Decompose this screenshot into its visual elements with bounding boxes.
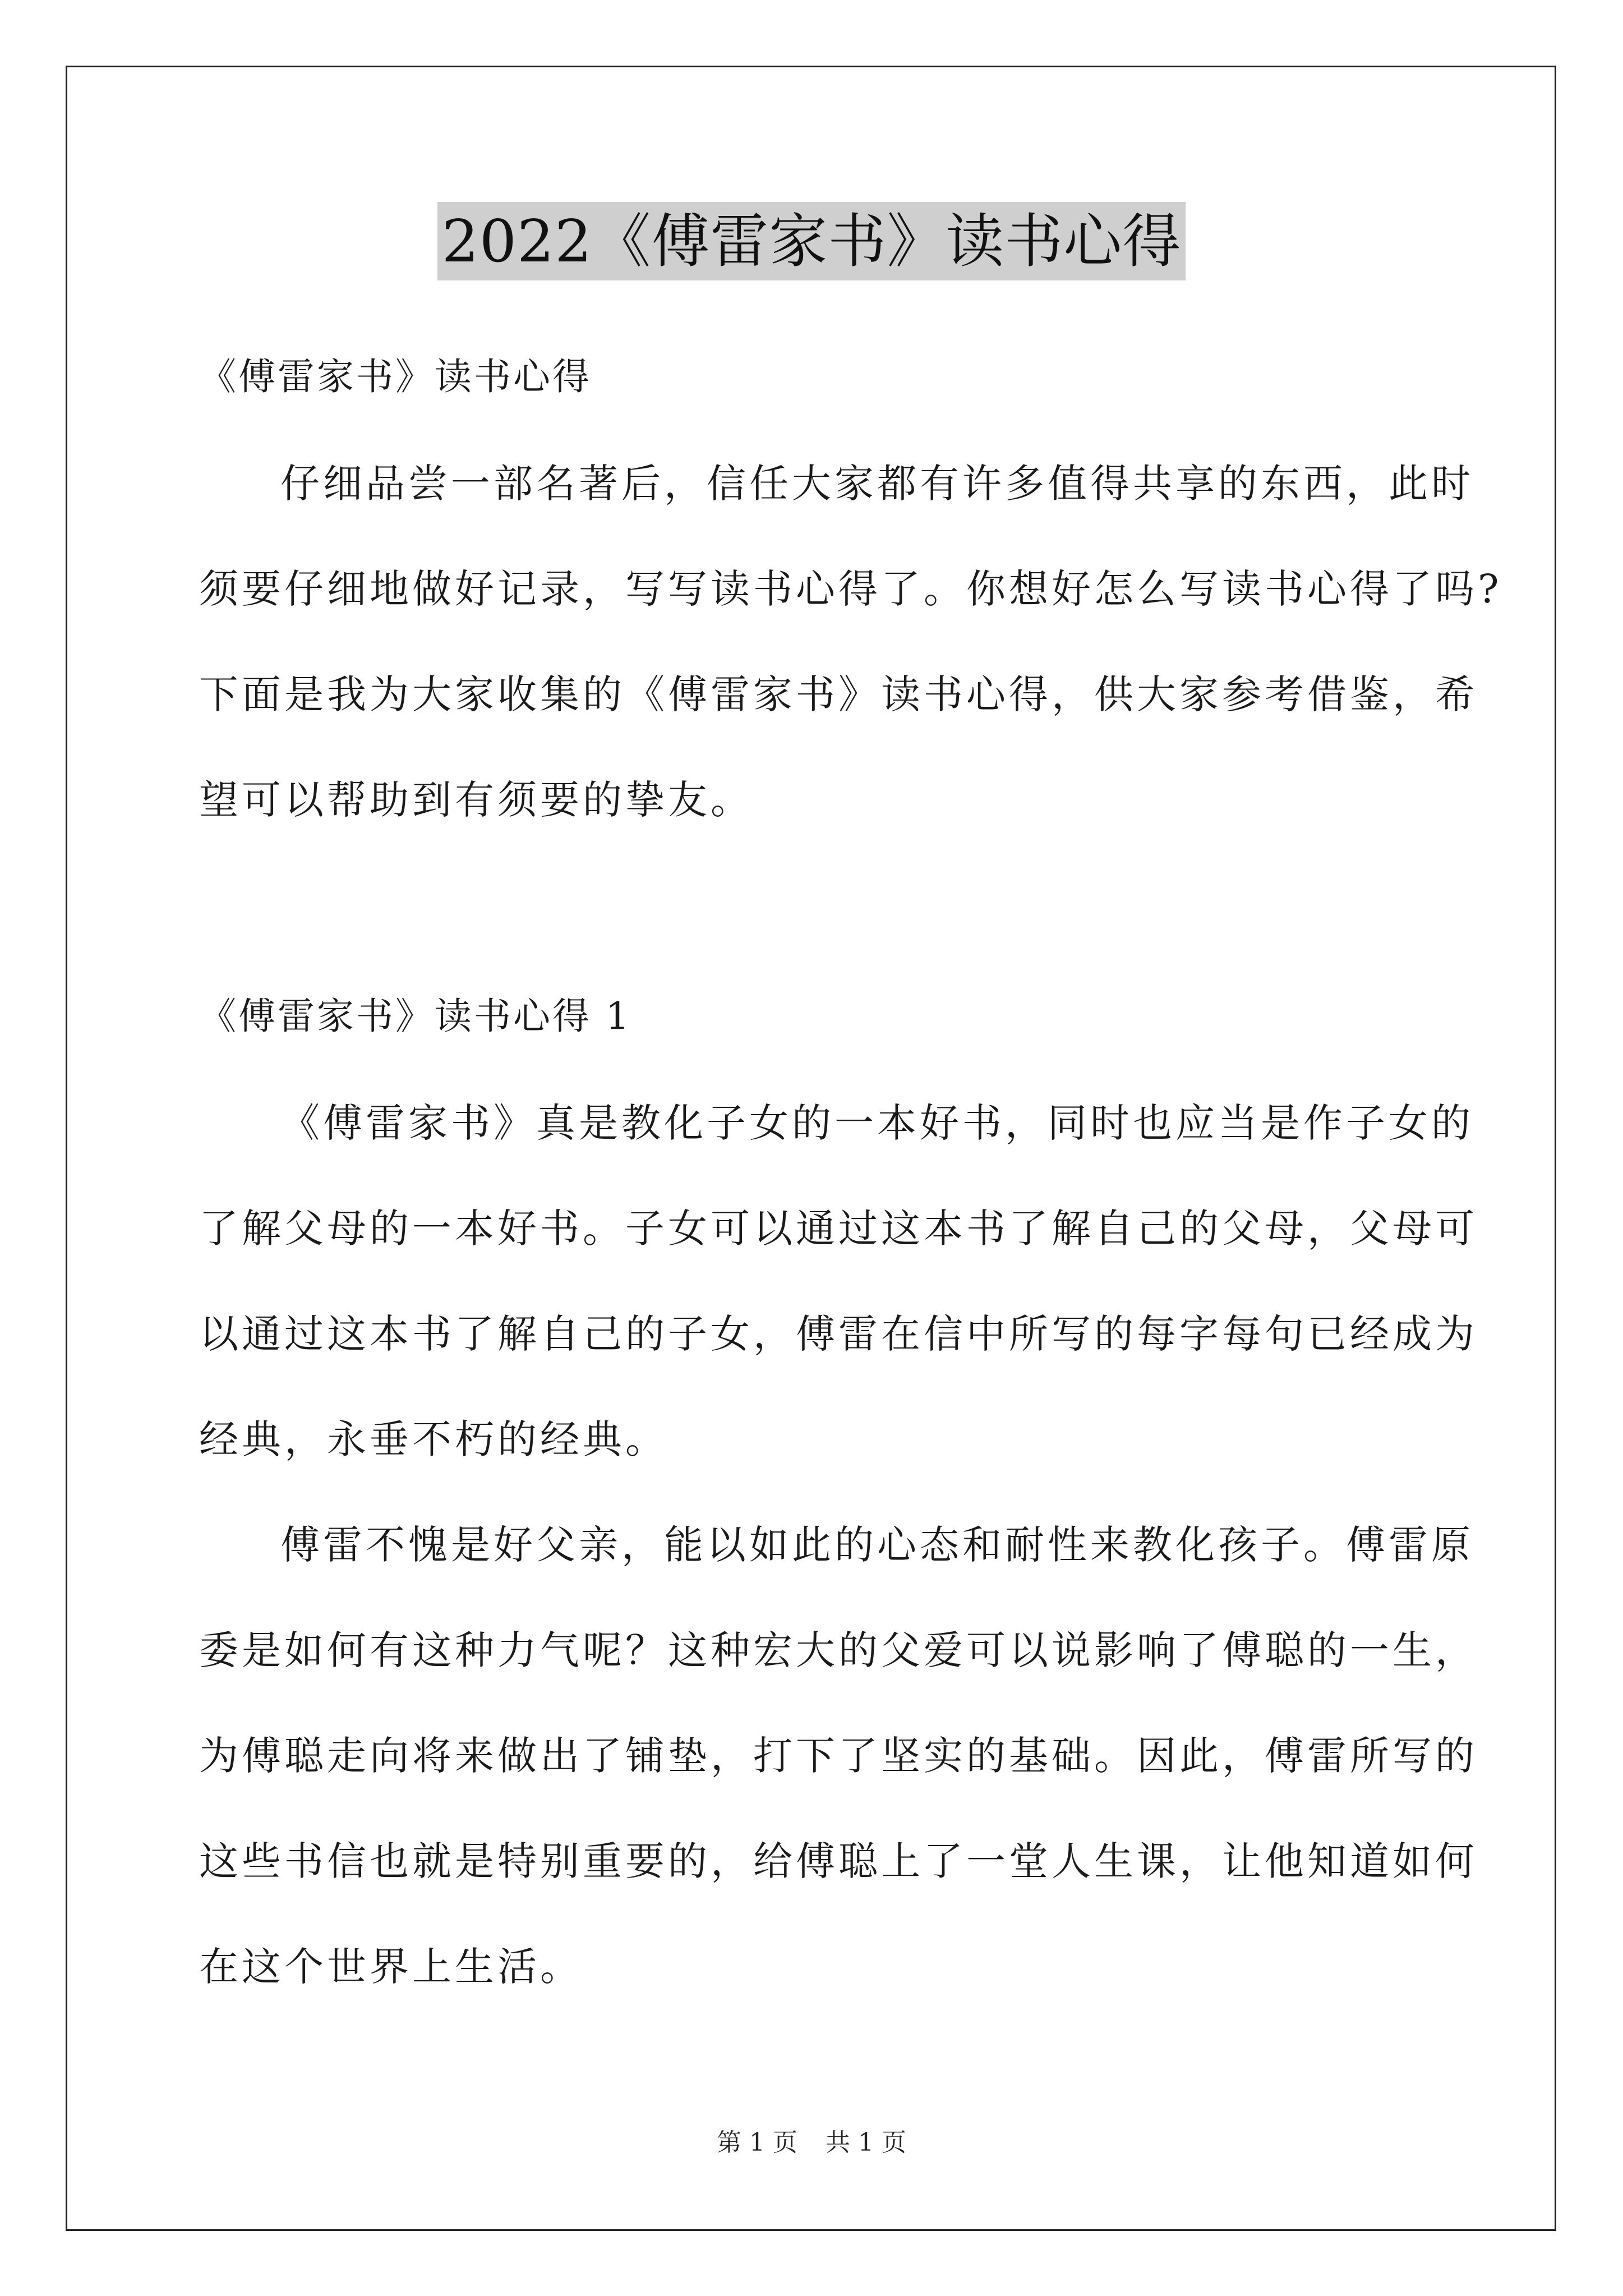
page-footer (0, 2126, 1623, 2160)
intro-line-3: 下面是我为大家收集的《傅雷家书》读书心得，供大家参考借鉴，希 (199, 671, 1478, 717)
document-title: 2022《傅雷家书》读书心得 (437, 202, 1186, 280)
title-container (0, 202, 1623, 280)
section-1-p2-line-3: 为傅聪走向将来做出了铺垫，打下了坚实的基础。因此，傅雷所写的 (199, 1733, 1478, 1779)
section-1-p1-line-3: 以通过这本书了解自己的子女，傅雷在信中所写的每字每句已经成为 (199, 1311, 1478, 1357)
section-1-p2-line-5: 在这个世界上生活。 (199, 1944, 583, 1990)
section-1-p2-line-2: 委是如何有这种力气呢？这种宏大的父爱可以说影响了傅聪的一生， (199, 1627, 1478, 1673)
section-1-heading: 《傅雷家书》读书心得 1 (199, 995, 631, 1038)
section-1-p1-line-1: 《傅雷家书》真是教化子女的一本好书，同时也应当是作子女的 (280, 1100, 1474, 1146)
intro-heading: 《傅雷家书》读书心得 (199, 355, 592, 398)
intro-line-4: 望可以帮助到有须要的挚友。 (199, 777, 753, 823)
page-number: 第 1 页 (717, 2128, 797, 2157)
section-1-p2-line-1: 傅雷不愧是好父亲，能以如此的心态和耐性来教化孩子。傅雷原 (280, 1522, 1474, 1568)
section-1-p1-line-4: 经典，永垂不朽的经典。 (199, 1416, 668, 1462)
intro-line-1: 仔细品尝一部名著后，信任大家都有许多值得共享的东西，此时 (280, 461, 1474, 507)
section-1-p1-line-2: 了解父母的一本好书。子女可以通过这本书了解自己的父母，父母可 (199, 1205, 1478, 1251)
intro-line-2: 须要仔细地做好记录，写写读书心得了。你想好怎么写读书心得了吗? (199, 566, 1502, 612)
section-1-p2-line-4: 这些书信也就是特别重要的，给傅聪上了一堂人生课，让他知道如何 (199, 1838, 1478, 1884)
page-total: 共 1 页 (826, 2128, 906, 2157)
